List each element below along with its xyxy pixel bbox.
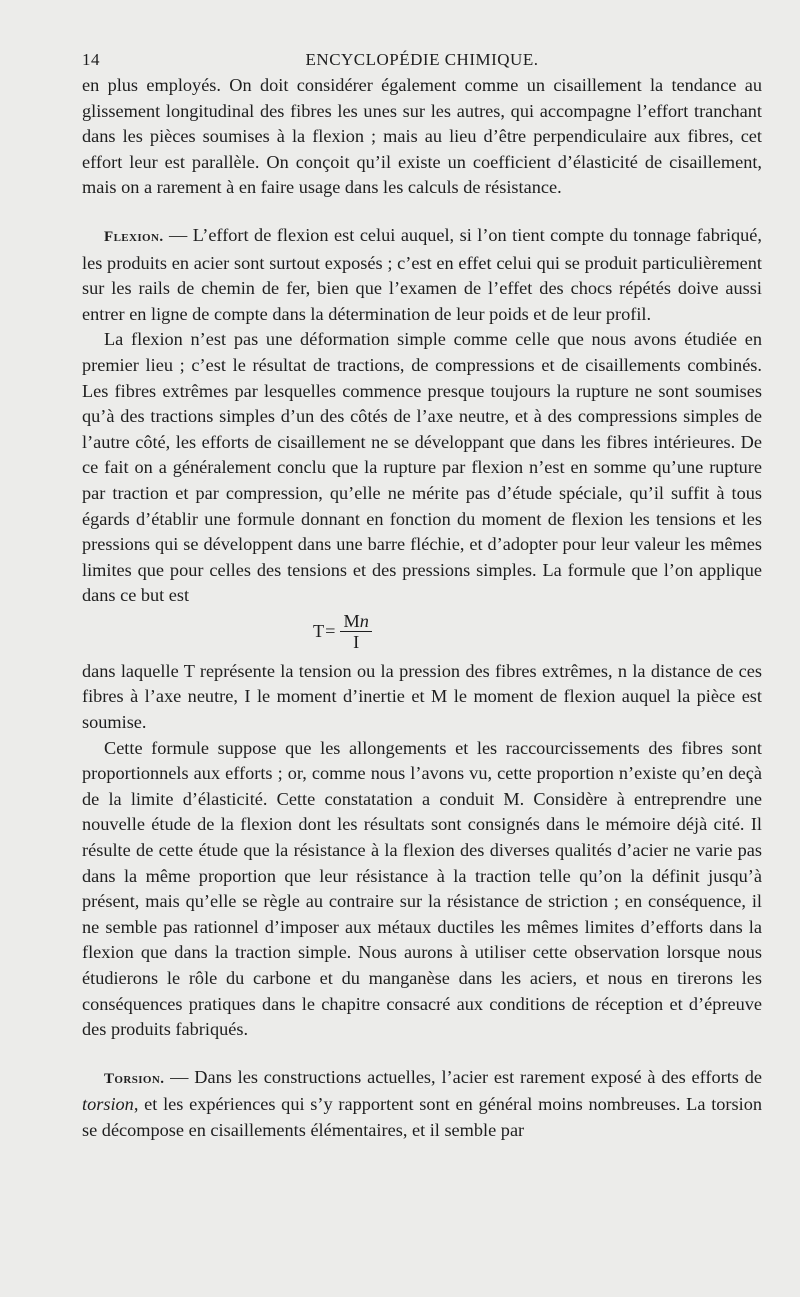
bending-formula (82, 605, 762, 657)
formula-fraction (340, 611, 371, 652)
paragraph-formula-explanation: dans laquelle T représente la tension ou la pression des fibres extrêmes, n la distance de ces fibres à l’axe neutre, I le moment d’inertie et M le moment de flexion auquel la pièce est soumise. (82, 660, 762, 733)
paragraph-shear-continuation: en plus employés. On doit considérer également comme un cisaillement la tendance au glissement longitudinal des fibres les unes sur les autres, qui accompagne l’effort tranchant dans les pièces soumises à la flexion ; mais au lieu d’être perpendiculaire aux fibres, cet effort leur est parallèle. On conçoit qu’il existe un coefficient d’élasticité de cisaillement, mais on a rarement à en faire usage dans les calculs de résistance. (82, 75, 762, 198)
flexion-heading: Flexion. (104, 228, 164, 245)
running-title: ENCYCLOPÉDIE CHIMIQUE. (305, 50, 539, 69)
torsion-text-a: — Dans les constructions actuelles, l’acier est rarement exposé à des efforts de (164, 1066, 762, 1087)
formula-denominator: I (353, 631, 360, 652)
page-header (82, 30, 762, 69)
paragraph-torsion (82, 1065, 762, 1144)
formula-numerator-m: M (343, 610, 360, 631)
paragraph-flexion (82, 223, 762, 327)
formula-lhs: T (313, 620, 325, 641)
flexion-text: — L’effort de flexion est celui auquel, si l’on tient compte du tonnage fabriqué, les produits en acier sont surtout exposés ; c’est en effet celui qui se produit particulièrement sur les rails de chemin de fer, bien que l’examen de l’effet des chocs répétés doive aussi entrer en ligne de compte dans la détermination de leur poids et de leur profil. (82, 224, 762, 324)
page-body (82, 73, 762, 1144)
torsion-italic-word: torsion (82, 1094, 134, 1115)
formula-numerator (340, 611, 371, 632)
paragraph-flexion-analysis: La flexion n’est pas une déformation simple comme celle que nous avons étudiée en premier lieu ; c’est le résultat de tractions, de compressions et de cisaillements combinés. Les fibres extrêmes par lesquelles commence presque toujours la rupture ne sont soumises qu’à des tractions simples d’un des côtés de l’axe neutre, et à des compressions simples de l’autre côté, les efforts de cisaillement ne se développant que dans les fibres intérieures. De ce fait on a généralement conclu que la rupture par flexion n’est en somme qu’une rupture par traction et par compression, qu’elle ne mérite pas d’étude spéciale, qu’il suffit à tous égards d’établir une formule donnant en fonction du moment de flexion les tensions et les pressions qui se développent dans une barre fléchie, et d’adopter pour leur valeur les mêmes limites que pour celles des tensions et des pressions simples. La formule que l’on applique dans ce but est (82, 329, 762, 606)
page-number: 14 (82, 50, 100, 69)
torsion-text-b: , et les expériences qui s’y rapportent sont en général moins nombreuses. La torsion se décompose en cisaillements élémentaires, et il semble par (82, 1094, 762, 1140)
torsion-heading: Torsion. (104, 1070, 165, 1087)
formula-equals: = (325, 620, 336, 641)
formula-numerator-n: n (359, 610, 369, 631)
paragraph-considere-study: Cette formule suppose que les allongements et les raccourcissements des fibres sont proportionnels aux efforts ; or, comme nous l’avons vu, cette proportion n’existe qu’en deçà de la limite d’élasticité. Cette constatation a conduit M. Considère à entreprendre une nouvelle étude de la flexion dont les résultats sont consignés dans le mémoire déjà cité. Il résulte de cette étude que la résistance à la flexion des diverses qualités d’acier ne varie pas dans la même proportion que leur résistance à la traction telle qu’on la définit jusqu’à présent, mais qu’elle se règle au contraire sur la résistance de striction ; en conséquence, il ne semble pas rationnel d’imposer aux métaux ductiles les mêmes limites d’efforts dans la flexion que dans la traction simple. Nous aurons à utiliser cette observation lorsque nous étudierons le rôle du carbone et du manganèse dans les aciers, et nous en tirerons les conséquences pratiques dans le chapitre consacré aux conditions de réception et d’épreuve des produits fabriqués. (82, 737, 762, 1040)
